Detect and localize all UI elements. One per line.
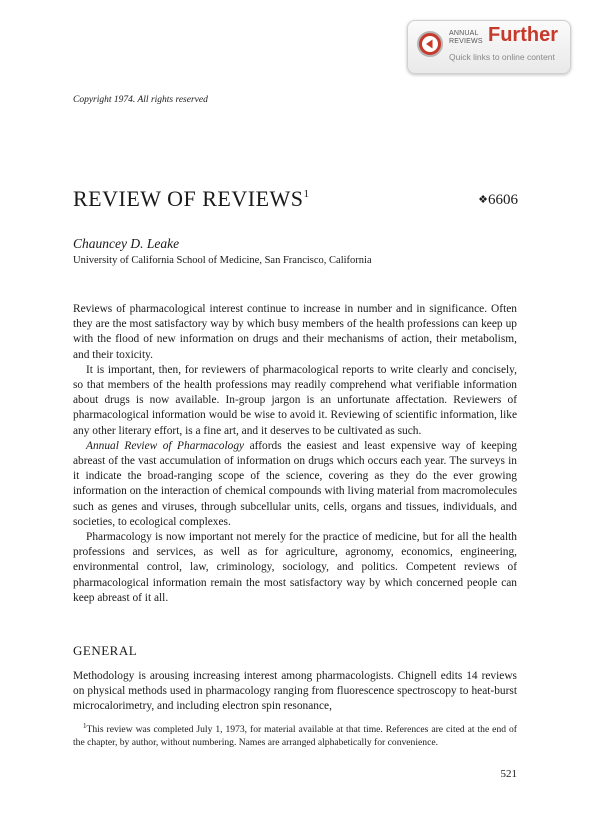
badge-further-label: Further bbox=[488, 24, 558, 46]
paragraph-1: Reviews of pharmacological interest continue to increase in number and in significance. Often they are the most satisfactory way by which busy members of the health professions can keep up with the flood of new information on drugs and their mechanisms of action, their metabolism, and their toxicity. bbox=[73, 303, 517, 361]
article-code bbox=[478, 192, 518, 209]
footnote-text bbox=[73, 720, 517, 750]
footnote-body: This review was completed July 1, 1973, for material available at that time. References are cited at the end of the chapter, by author, without numbering. Names are arranged alphabetically for convenience. bbox=[73, 724, 517, 749]
body-text bbox=[73, 302, 517, 606]
badge-annual-reviews-label: ANNUAL REVIEWS bbox=[449, 30, 483, 45]
footnote bbox=[73, 720, 517, 750]
journal-title-italic: Annual Review of Pharmacology bbox=[86, 439, 245, 452]
section-heading-general: GENERAL bbox=[73, 643, 138, 658]
general-section-text bbox=[73, 669, 517, 715]
copyright-notice: Copyright 1974. All rights reserved bbox=[73, 95, 208, 105]
play-arrow-icon bbox=[417, 31, 443, 57]
paragraph-2: It is important, then, for reviewers of pharmacological reports to write clearly and concisely, so that members of the health professions may readily comprehend what verifiable information about drugs is now available. In-group jargon is an unfortunate affectation. Reviewers of pharmacological information would be wise to avoid it. Reviewing of scientific information, like any other literary effort, is a fine art, and it deserves to be cultivated as such. bbox=[73, 363, 517, 437]
author-affiliation: University of California School of Medicine, San Francisco, California bbox=[73, 255, 372, 266]
article-title bbox=[73, 186, 310, 212]
badge-subtitle: Quick links to online content bbox=[449, 52, 555, 62]
author-name: Chauncey D. Leake bbox=[73, 236, 180, 251]
footnote-mark: 1 bbox=[83, 722, 87, 730]
further-badge[interactable] bbox=[407, 20, 571, 74]
article-code-number: 6606 bbox=[488, 192, 518, 208]
general-paragraph: Methodology is arousing increasing interest among pharmacologists. Chignell edits 14 reviews on physical methods used in pharmacology ranging from fluorescence spectroscopy to heat-burst microcalorimetry, and including electron spin resonance, bbox=[73, 670, 517, 713]
paragraph-3 bbox=[73, 439, 517, 530]
paragraph-4: Pharmacology is now important not merely for the practice of medicine, but for all the health professions and services, as well as for agriculture, agronomy, economics, engineering, environmental control, law, criminology, sociology, and politics. Competent reviews of pharmacological information remain the most satisfactory way by which concerned people can keep abreast of it all. bbox=[73, 531, 517, 604]
paragraph-3-rest: affords the easiest and least expensive way of keeping abreast of the vast accumulation of information on drugs which occurs each year. The surveys in it indicate the broad-ranging scope of the science, covering as they do the ever growing information on the interaction of chemical compounds with living material from macromolecules such as genes and viruses, through subcellular units, cells, organs and tissues, individuals, and societies, to ecological complexes. bbox=[73, 439, 517, 528]
diamond-icon: ❖ bbox=[478, 194, 488, 206]
page-number: 521 bbox=[500, 768, 517, 780]
title-footnote-mark: 1 bbox=[303, 188, 310, 200]
article-title-text: REVIEW OF REVIEWS bbox=[73, 186, 304, 211]
